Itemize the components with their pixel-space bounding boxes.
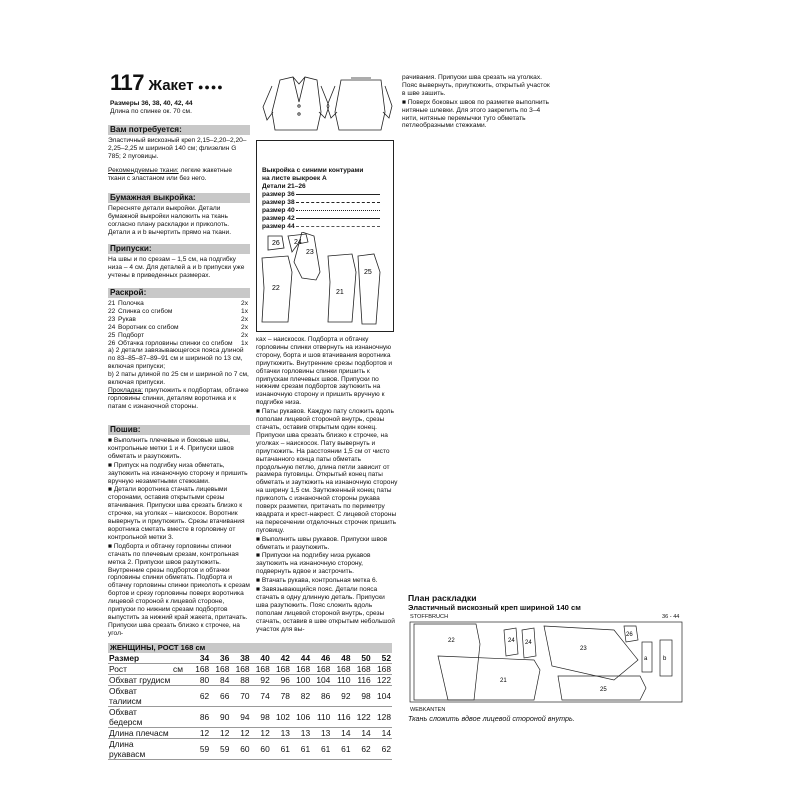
legend-title: Выкройка с синими контурами на листе выкроек А <box>262 167 364 182</box>
plan-label-25: 25 <box>600 687 607 693</box>
paper-pattern-heading: Бумажная выкройка: <box>108 193 250 203</box>
table-row: 21 Полочка 2x <box>108 300 248 307</box>
right-column-text <box>402 74 552 131</box>
cutting-table <box>108 300 248 347</box>
plan-label-26: 26 <box>626 632 633 638</box>
size-table-block <box>108 643 392 760</box>
plan-label-24a: 24 <box>508 638 515 644</box>
materials-heading: Вам потребуется: <box>108 125 250 135</box>
plan-label-a: a <box>644 656 648 662</box>
table-row: 25 Подборт 2x <box>108 331 248 339</box>
recommended-text: легкие жакетные ткани с эластаном или без него. <box>108 166 233 182</box>
allowances-text: На швы и по срезам – 1,5 см, на подгибку низа – 4 см. Для деталей а и b припуски уже учтены в приведенных размерах. <box>108 256 245 279</box>
pattern-title: Жакет <box>148 77 194 94</box>
middle-paragraph: ках – наискосок. Подборта и обтачку горловины спинки отвернуть на изнаночную сторону, борта и шов втачивания воротника приутюжить. Внутренние срезы подбортов и обтачки горловины спинки пришить к припускам плечевых швов. Припуски по нижним срезам подбортов заутюжить на изнаночную сторону и пришить вручную к подгибке низа. <box>256 336 393 407</box>
plan-label-24b: 24 <box>525 640 532 646</box>
diagram-label-23: 23 <box>306 249 314 256</box>
size-table-heading: ЖЕНЩИНЫ, РОСТ 168 см <box>108 643 392 653</box>
fold-label: STOFFBRUCH <box>410 614 449 620</box>
diagram-label-22: 22 <box>272 285 280 292</box>
allowances-heading: Припуски: <box>108 244 250 254</box>
legend-parts: Детали 21–26 <box>262 183 306 190</box>
sewing-paragraph: ■ Припуск на подгибку низа обметать, заутюжить на изнаночную сторону и пришить вручную незаметными стежками. <box>108 461 248 485</box>
diagram-label-25: 25 <box>364 269 372 276</box>
interfacing-text: Прокладка: приутюжить к подбортам, обтачке горловины спинки, деталям воротника и к патам с изнаночной стороны. <box>108 386 249 410</box>
sewing-heading: Пошив: <box>108 425 250 435</box>
middle-paragraph: ■ Паты рукавов. Каждую пату сложить вдоль пополам лицевой стороной внутрь, срезы стачать, оставив открытым один конец. Припуски шва срезать близко к строчке, на уголках – наискосок. Пату вывернуть и приутюжить. На расстоянии 1,5 см от чисто вытачанного конца паты обметать продольную петлю, длина петли зависит от размера пуговицы. Открытый конец паты обметать и заутюжить на изнаночную сторону на ширину 1,5 см. Заутюженный конец паты приколоть с изнаночной стороны рукава поверх разметки, притачать по периметру квадрата и крест-накрест. С лицевой стороны на пересечении отделочных строчек пришить пуговицу. <box>256 408 398 534</box>
garment-sketch <box>255 72 395 137</box>
right-paragraph: ■ Поверх боковых швов по разметке выполнить нитяные шлевки. Для этого закрепить по 3–4 нити, нитяные перемычки туго обметать петлеобразными стежками. <box>402 98 549 130</box>
table-row: Обхват талиисм 62 66 70 74 78 82 86 92 98 104 <box>109 686 391 706</box>
paper-pattern-text: Пересняте детали выкройки. Детали бумажной выкройки наложить на ткань согласно плану раскладки и приколоть. Детали а и b вычертить прямо на ткани. <box>108 205 232 236</box>
table-row: Длина рукавасм 59 59 60 60 61 61 61 61 62 62 <box>109 739 391 759</box>
belt-parts-text: a) 2 детали завязывающегося пояса длиной по 83–85–87–89–91 см и шириной по 13 см, включая припуски; <box>108 347 244 371</box>
diagram-label-26: 26 <box>272 240 280 247</box>
allowances-section <box>108 244 250 280</box>
materials-text: Эластичный вискозный креп 2,15–2,20–2,20–2,25–2,25 м шириной 140 см; флизелин G 785; 2 пуговицы. <box>108 137 247 160</box>
cutting-section <box>108 288 250 411</box>
sewing-paragraph: ■ Детали воротника стачать лицевыми сторонами, оставив открытыми срезы втачивания. Припуски шва срезать близко к строчке, на уголках – наискосок. Воротник вывернуть и приутюжить. Срезы втачивания воротника сметать вместе в горловину от контрольной метки 3. <box>108 486 245 541</box>
legend-size-40: размер 40 <box>262 207 392 215</box>
title-block <box>110 70 260 96</box>
layout-plan-subtitle: Эластичный вискозный креп шириной 140 см <box>408 603 581 612</box>
recommended-fabrics <box>108 167 250 183</box>
plan-label-21: 21 <box>500 678 507 684</box>
selvage-label: WEBKANTEN <box>410 707 446 713</box>
tab-parts-text: b) 2 паты длиной по 25 см и шириной по 7 см, включая припуски. <box>108 371 249 387</box>
sewing-paragraph: ■ Подборта и обтачку горловины спинки стачать по плечевым срезам, контрольная метка 2. Припуски швов разутюжить. Внутренние срезы подбортов и обтачки горловины спинки обметать. Подборта и обтачку горловины спинки приколоть к срезам бортов и срезу горловины поверх воротника лицевой стороной к лицевой стороне, припуски по нижним срезам подбортов выпустить за нижний край жакета, притачать. Припуски шва срезать близко к строчке, на угол- <box>108 542 250 637</box>
paper-pattern-section <box>108 193 250 237</box>
pattern-pieces-diagram <box>258 232 390 328</box>
table-row: Рост см 168 168 168 168 168 168 168 168 168 168 <box>109 664 391 674</box>
cutting-heading: Раскрой: <box>108 288 250 298</box>
length-line: Длина по спинке ок. 70 см. <box>110 108 192 115</box>
difficulty-dots: ●●●● <box>198 82 224 92</box>
size-table <box>108 653 392 760</box>
middle-paragraph: ■ Выполнить швы рукавов. Припуски швов обметать и разутюжить. <box>256 535 388 551</box>
diagram-label-24: 24 <box>294 239 302 246</box>
plan-label-22: 22 <box>448 638 455 644</box>
interfacing-label: Прокладка: <box>108 386 143 394</box>
middle-paragraph: ■ Втачать рукава, контрольная метка 6. <box>256 577 378 585</box>
legend-size-38: размер 38 <box>262 199 392 207</box>
layout-plan-title: План раскладки <box>408 593 477 603</box>
table-row: Размер 34 36 38 40 42 44 46 48 50 52 <box>109 653 391 663</box>
table-row: 23 Рукав 2x <box>108 315 248 323</box>
table-row: 26 Обтачка горловины спинки со сгибом 1x <box>108 339 248 347</box>
table-row: Обхват грудисм 80 84 88 92 96 100 104 110 116 122 <box>109 675 391 685</box>
sizes-line: Размеры 36, 38, 40, 42, 44 <box>110 100 193 107</box>
size-range-label: 36 - 44 <box>662 614 680 620</box>
recommended-label: Рекомендуемые ткани: <box>108 166 179 174</box>
layout-caption: Ткань сложить вдвое лицевой стороной внутрь. <box>408 714 575 723</box>
middle-paragraph: ■ Завязывающийся пояс. Детали пояса стачать в одну длинную деталь. Припуски шва разутюжить. Пояс сложить вдоль пополам лицевой стороной внутрь, срезы стачать, оставив в шве открытым небольшой участок для вы- <box>256 586 395 633</box>
legend-size-44: размер 44 <box>262 223 392 231</box>
sewing-paragraphs <box>108 437 250 638</box>
middle-column-text <box>256 336 398 635</box>
table-row: 24 Воротник со сгибом 2x <box>108 323 248 331</box>
layout-plan-diagram <box>408 620 684 706</box>
plan-label-b: b <box>663 656 667 662</box>
legend-sizes <box>262 191 392 231</box>
middle-paragraph: ■ Припуски на подгибку низа рукавов заутюжить на изнаночную сторону, подвернуть вдвое и застрочить. <box>256 552 371 576</box>
table-row: 22 Спинка со сгибом 1x <box>108 307 248 315</box>
table-row: Длина плечасм 12 12 12 12 13 13 13 14 14 14 <box>109 728 391 738</box>
legend-size-42: размер 42 <box>262 215 392 223</box>
sewing-paragraph: ■ Выполнить плечевые и боковые швы, контрольные метки 1 и 4. Припуски швов обметать и разутюжить. <box>108 437 234 460</box>
table-row: Обхват бедерсм 86 90 94 98 102 106 110 116 122 128 <box>109 707 391 727</box>
pattern-number: 117 <box>110 70 144 95</box>
legend-size-36: размер 36 <box>262 191 392 199</box>
diagram-label-21: 21 <box>336 289 344 296</box>
plan-label-23: 23 <box>580 646 587 652</box>
materials-section <box>108 125 250 183</box>
sewing-section <box>108 425 250 639</box>
right-paragraph: рачивания. Припуски шва срезать на уголках. Пояс вывернуть, приутюжить, открытый участок в шве зашить. <box>402 74 550 97</box>
